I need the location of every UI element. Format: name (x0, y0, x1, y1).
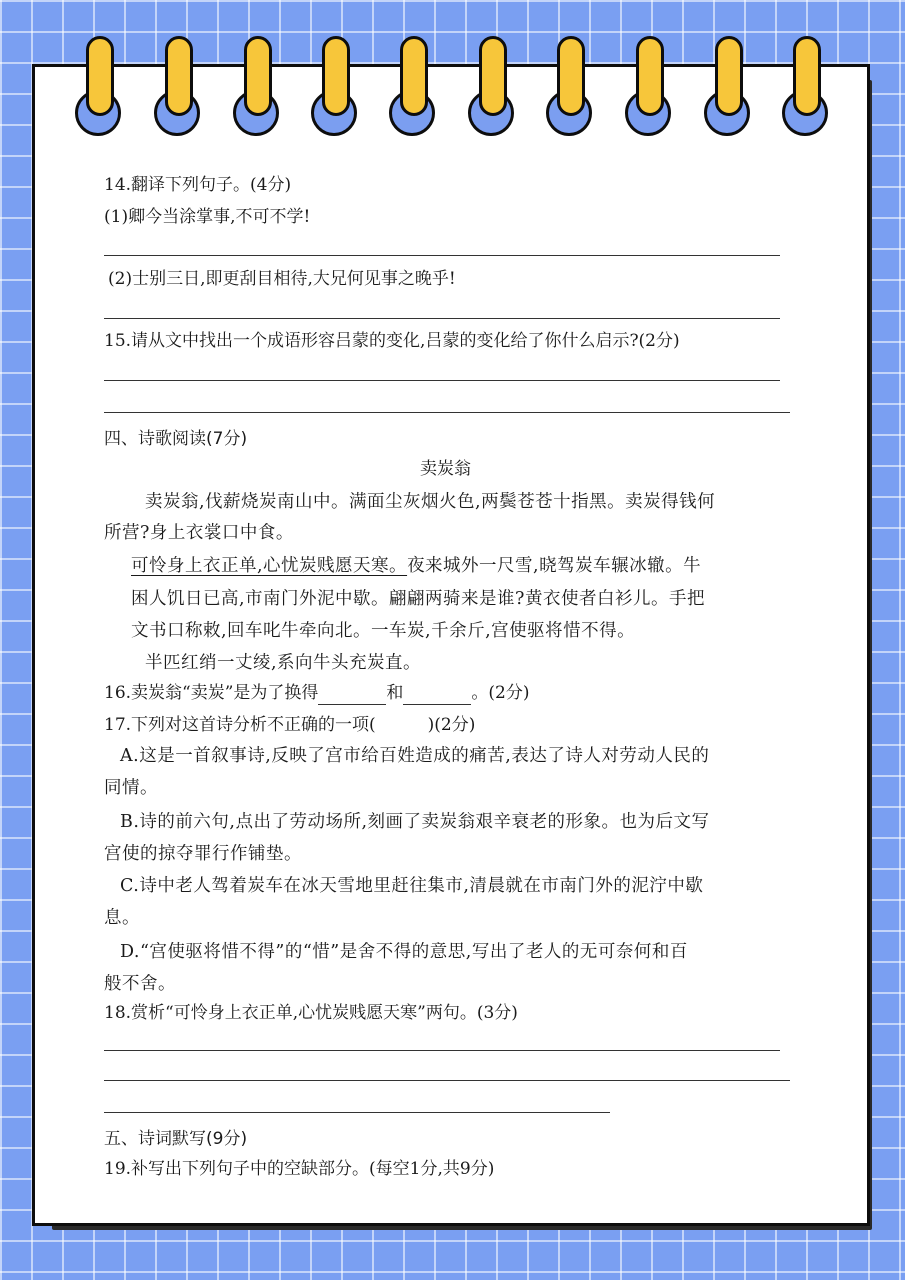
poem-line: 文书口称敕,回车叱牛牵向北。一车炭,千余斤,宫使驱将惜不得。 (131, 621, 636, 641)
q18-title: 18.赏析“可怜身上衣正单,心忧炭贱愿天寒”两句。(3分) (104, 1003, 518, 1023)
answer-line[interactable] (104, 412, 790, 413)
q14-title: 14.翻译下列句子。(4分) (104, 175, 292, 195)
poem-line: 可怜身上衣正单,心忧炭贱愿天寒。夜来城外一尺雪,晓驾炭车辗冰辙。牛 (131, 556, 702, 576)
option-d-cont: 般不舍。 (104, 974, 176, 994)
section-5-heading: 五、诗词默写(9分) (104, 1129, 248, 1149)
poem-line: 卖炭翁,伐薪烧炭南山中。满面尘灰烟火色,两鬓苍苍十指黑。卖炭得钱何 (145, 492, 716, 512)
poem-line: 半匹红绡一丈绫,系向牛头充炭直。 (145, 653, 422, 673)
poem-line: 所营?身上衣裳口中食。 (104, 523, 294, 543)
poem-underlined-lines: 可怜身上衣正单,心忧炭贱愿天寒。 (131, 556, 408, 576)
answer-line[interactable] (104, 380, 780, 381)
q19-title: 19.补写出下列句子中的空缺部分。(每空1分,共9分) (104, 1159, 495, 1179)
q15-title: 15.请从文中找出一个成语形容吕蒙的变化,吕蒙的变化给了你什么启示?(2分) (104, 331, 680, 351)
section-4-heading: 四、诗歌阅读(7分) (104, 429, 248, 449)
option-a: A.这是一首叙事诗,反映了宫市给百姓造成的痛苦,表达了诗人对劳动人民的 (120, 746, 710, 766)
answer-line[interactable] (104, 255, 780, 256)
answer-line[interactable] (104, 1112, 610, 1113)
q14-sentence-2: (2)士别三日,即更刮目相待,大兄何见事之晚乎! (108, 269, 456, 289)
answer-line[interactable] (104, 318, 780, 319)
q14-sentence-1: (1)卿今当涂掌事,不可不学! (104, 207, 311, 227)
option-b-cont: 宫使的掠夺罪行作铺垫。 (104, 844, 302, 864)
option-c-cont: 息。 (104, 908, 140, 928)
poem-title: 卖炭翁 (420, 459, 471, 479)
option-d: D.“宫使驱将惜不得”的“惜”是舍不得的意思,写出了老人的无可奈何和百 (120, 942, 688, 962)
option-a-cont: 同情。 (104, 778, 158, 798)
option-b: B.诗的前六句,点出了劳动场所,刻画了卖炭翁艰辛衰老的形象。也为后文写 (120, 812, 710, 832)
poem-line: 困人饥日已高,市南门外泥中歇。翩翩两骑来是谁?黄衣使者白衫儿。手把 (131, 589, 705, 609)
fill-blank[interactable] (318, 682, 386, 705)
answer-line[interactable] (104, 1050, 780, 1051)
q17-title: 17.下列对这首诗分析不正确的一项( )(2分) (104, 715, 476, 735)
answer-line[interactable] (104, 1080, 790, 1081)
q16-question: 16.卖炭翁“卖炭”是为了换得 和 。(2分) (104, 683, 530, 703)
fill-blank[interactable] (403, 682, 471, 705)
option-c: C.诗中老人驾着炭车在冰天雪地里赶往集市,清晨就在市南门外的泥泞中歇 (120, 876, 704, 896)
